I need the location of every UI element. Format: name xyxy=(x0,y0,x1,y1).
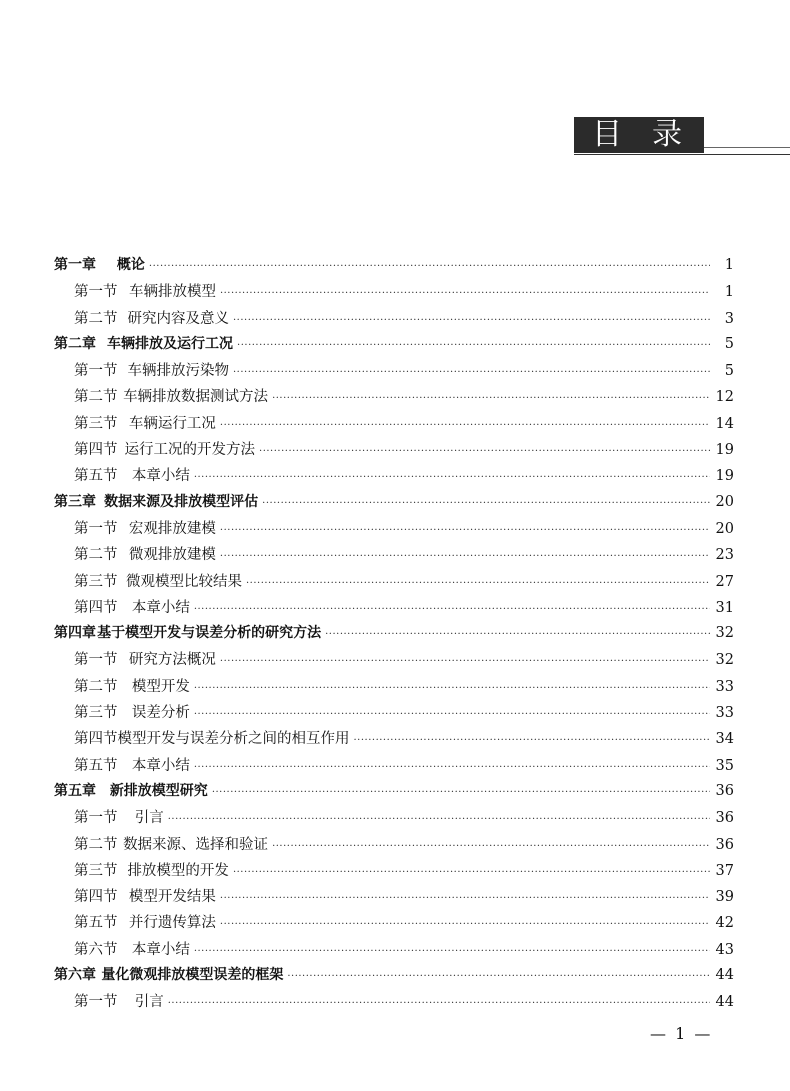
toc-entry-number: 第一节 xyxy=(74,994,118,1011)
toc-entry-number: 第四章 xyxy=(54,625,96,642)
toc-entry-title: 基于模型开发与误差分析的研究方法 xyxy=(97,625,322,642)
toc-entry-title: 宏观排放建模 xyxy=(128,520,216,537)
dot-leader xyxy=(259,446,710,457)
dot-leader xyxy=(233,867,710,878)
toc-heading-char-2: 录 xyxy=(652,117,682,152)
toc-entry-page: 36 xyxy=(715,836,734,853)
dot-leader xyxy=(220,288,710,299)
toc-section-entry xyxy=(54,885,734,911)
toc-entry-number: 第二节 xyxy=(74,678,118,695)
toc-entry-title: 本章小结 xyxy=(131,468,190,485)
dot-leader xyxy=(212,787,710,798)
toc-entry-number: 第四节 xyxy=(74,599,118,616)
toc-section-entry xyxy=(54,754,734,780)
dot-leader xyxy=(168,998,710,1009)
table-of-contents xyxy=(54,254,734,1017)
toc-entry-number: 第二节 xyxy=(74,310,118,327)
toc-chapter-entry xyxy=(54,491,734,517)
toc-section-entry xyxy=(54,412,734,438)
toc-entry-number: 第一章 xyxy=(54,257,96,273)
toc-entry-number: 第五章 xyxy=(54,782,96,799)
toc-entry-title: 微观排放建模 xyxy=(128,547,216,564)
dot-leader xyxy=(220,656,710,667)
toc-entry-page: 32 xyxy=(715,652,734,669)
dot-leader xyxy=(194,762,710,773)
toc-entry-page: 19 xyxy=(715,442,734,459)
toc-entry-page: 14 xyxy=(715,415,734,432)
toc-entry-number: 第五节 xyxy=(74,915,118,932)
toc-section-entry xyxy=(54,359,734,385)
toc-entry-title: 误差分析 xyxy=(131,705,190,722)
toc-entry-page: 32 xyxy=(715,625,734,642)
toc-section-entry xyxy=(54,570,734,596)
toc-section-entry xyxy=(54,806,734,832)
toc-section-entry xyxy=(54,517,734,543)
toc-section-entry xyxy=(54,701,734,727)
toc-chapter-entry xyxy=(54,622,734,648)
toc-entry-title: 车辆排放及运行工况 xyxy=(107,335,234,352)
toc-chapter-entry xyxy=(54,780,734,806)
toc-entry-page: 20 xyxy=(715,493,734,510)
toc-entry-number: 第一节 xyxy=(74,363,118,380)
toc-entry-title: 车辆排放数据测试方法 xyxy=(123,389,269,406)
toc-entry-page: 31 xyxy=(715,599,734,616)
toc-entry-number: 第一节 xyxy=(74,652,118,669)
toc-entry-page: 33 xyxy=(715,678,734,695)
toc-entry-title: 本章小结 xyxy=(131,757,190,774)
toc-entry-page: 5 xyxy=(724,363,734,380)
toc-entry-title: 并行遗传算法 xyxy=(128,915,216,932)
toc-entry-number: 第三节 xyxy=(74,862,118,879)
toc-entry-number: 第四节 xyxy=(74,731,118,748)
toc-section-entry xyxy=(54,990,734,1016)
dot-leader xyxy=(272,393,709,404)
dot-leader xyxy=(272,841,709,852)
toc-entry-title: 量化微观排放模型误差的框架 xyxy=(101,967,284,984)
toc-entry-page: 3 xyxy=(724,310,734,327)
dot-leader xyxy=(246,578,710,589)
toc-section-entry xyxy=(54,307,734,333)
toc-entry-page: 5 xyxy=(724,335,734,352)
toc-entry-number: 第一节 xyxy=(74,284,118,301)
dot-leader xyxy=(220,893,710,904)
toc-section-entry xyxy=(54,911,734,937)
heading-rule xyxy=(574,154,790,155)
toc-entry-page: 1 xyxy=(724,257,734,273)
toc-entry-title: 新排放模型研究 xyxy=(109,782,208,799)
toc-entry-title: 车辆运行工况 xyxy=(128,415,216,432)
toc-entry-number: 第四节 xyxy=(74,889,118,906)
toc-heading-char-1: 目 xyxy=(592,117,622,152)
heading-rule-thin xyxy=(704,147,790,148)
dot-leader xyxy=(233,367,710,378)
toc-entry-number: 第三节 xyxy=(74,415,118,432)
toc-entry-page: 20 xyxy=(715,520,734,537)
toc-entry-title: 运行工况的开发方法 xyxy=(124,442,256,459)
toc-entry-title: 模型开发结果 xyxy=(128,889,216,906)
dot-leader xyxy=(194,683,710,694)
toc-entry-title: 本章小结 xyxy=(131,599,190,616)
toc-entry-number: 第二节 xyxy=(74,836,118,853)
toc-entry-page: 44 xyxy=(715,994,734,1011)
toc-section-entry xyxy=(54,596,734,622)
toc-entry-number: 第五节 xyxy=(74,468,118,485)
toc-section-entry xyxy=(54,727,734,753)
toc-entry-number: 第二章 xyxy=(54,335,96,352)
toc-entry-number: 第三章 xyxy=(54,493,96,510)
dot-leader xyxy=(194,472,710,483)
toc-entry-page: 36 xyxy=(715,810,734,827)
toc-entry-title: 模型开发 xyxy=(131,678,190,695)
toc-entry-title: 概论 xyxy=(116,257,145,273)
page-number: — 1 — xyxy=(650,1024,713,1043)
dot-leader xyxy=(194,946,710,957)
toc-entry-title: 排放模型的开发 xyxy=(127,862,229,879)
toc-entry-page: 39 xyxy=(715,889,734,906)
toc-entry-number: 第三节 xyxy=(74,573,118,590)
toc-entry-page: 44 xyxy=(715,967,734,984)
toc-entry-title: 本章小结 xyxy=(131,941,190,958)
toc-entry-title: 研究内容及意义 xyxy=(127,310,229,327)
toc-chapter-entry xyxy=(54,964,734,990)
dot-leader xyxy=(287,971,709,982)
toc-entry-page: 43 xyxy=(715,941,734,958)
toc-entry-page: 19 xyxy=(715,468,734,485)
toc-entry-page: 37 xyxy=(715,862,734,879)
toc-entry-number: 第五节 xyxy=(74,757,118,774)
toc-heading xyxy=(574,117,704,153)
dot-leader xyxy=(220,551,710,562)
toc-section-entry xyxy=(54,438,734,464)
toc-entry-title: 研究方法概况 xyxy=(128,652,216,669)
dot-leader xyxy=(220,919,710,930)
toc-entry-title: 微观模型比较结果 xyxy=(125,573,242,590)
toc-section-entry xyxy=(54,543,734,569)
toc-section-entry xyxy=(54,833,734,859)
toc-entry-number: 第一节 xyxy=(74,810,118,827)
toc-section-entry xyxy=(54,280,734,306)
dot-leader xyxy=(149,261,710,272)
toc-entry-title: 车辆排放模型 xyxy=(128,284,216,301)
toc-entry-title: 数据来源及排放模型评估 xyxy=(104,493,259,510)
dot-leader xyxy=(220,420,710,431)
toc-entry-title: 车辆排放污染物 xyxy=(127,363,229,380)
toc-entry-page: 34 xyxy=(715,731,734,748)
toc-entry-number: 第二节 xyxy=(74,389,118,406)
toc-entry-number: 第四节 xyxy=(74,442,118,459)
toc-section-entry xyxy=(54,675,734,701)
toc-section-entry xyxy=(54,464,734,490)
toc-entry-title: 引言 xyxy=(134,994,164,1011)
dot-leader xyxy=(262,498,709,509)
toc-entry-page: 42 xyxy=(715,915,734,932)
toc-entry-page: 27 xyxy=(715,573,734,590)
toc-section-entry xyxy=(54,938,734,964)
toc-entry-number: 第六章 xyxy=(54,967,96,984)
toc-entry-number: 第二节 xyxy=(74,547,118,564)
dot-leader xyxy=(194,709,710,720)
toc-section-entry xyxy=(54,648,734,674)
toc-entry-title: 数据来源、选择和验证 xyxy=(123,836,269,853)
dot-leader xyxy=(233,315,710,326)
toc-entry-number: 第一节 xyxy=(74,520,118,537)
dot-leader xyxy=(220,525,710,536)
dot-leader xyxy=(354,735,710,746)
toc-entry-page: 12 xyxy=(715,389,734,406)
toc-entry-page: 36 xyxy=(715,782,734,799)
toc-chapter-entry xyxy=(54,333,734,359)
toc-section-entry xyxy=(54,859,734,885)
toc-chapter-entry xyxy=(54,254,734,280)
toc-entry-page: 1 xyxy=(724,284,734,301)
toc-entry-number: 第三节 xyxy=(74,705,118,722)
dot-leader xyxy=(194,604,710,615)
toc-entry-page: 33 xyxy=(715,705,734,722)
toc-entry-page: 23 xyxy=(715,547,734,564)
dot-leader xyxy=(237,340,710,351)
dot-leader xyxy=(168,814,710,825)
toc-entry-title: 模型开发与误差分析之间的相互作用 xyxy=(117,731,350,748)
toc-entry-page: 35 xyxy=(715,757,734,774)
toc-entry-number: 第六节 xyxy=(74,941,118,958)
dot-leader xyxy=(325,629,709,640)
toc-entry-title: 引言 xyxy=(134,810,164,827)
toc-section-entry xyxy=(54,385,734,411)
